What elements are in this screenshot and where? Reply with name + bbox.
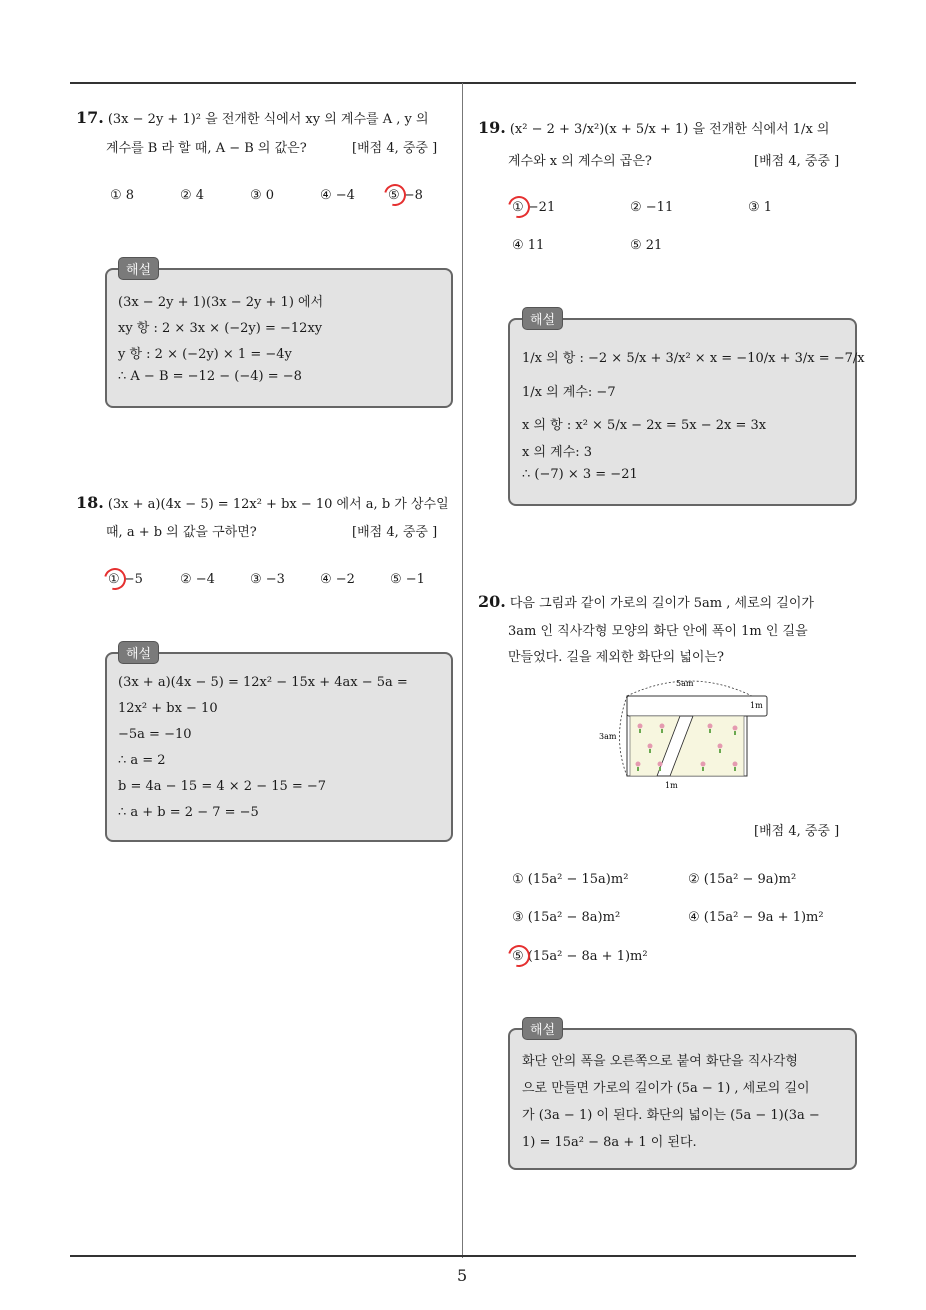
answer-circle-icon xyxy=(100,564,130,594)
choice-3[interactable]: ③ (15a² − 8a)m² xyxy=(512,910,621,925)
solution-tag: 해설 xyxy=(522,307,563,330)
solution-box xyxy=(105,268,453,408)
choice-1[interactable]: ① 8 xyxy=(110,188,135,203)
question-17-line1: 17. (3x − 2y + 1)² 을 전개한 식에서 xy 의 계수를 A , y 의 xyxy=(76,108,429,127)
solution-line: 으로 만들면 가로의 길이가 (5a − 1) , 세로의 길이 xyxy=(522,1081,810,1096)
solution-line: x 의 항 : x² × 5/x − 2x = 5x − 2x = 3x xyxy=(522,418,767,433)
choice-4[interactable]: ④ −4 xyxy=(320,188,355,203)
solution-line: 가 (3a − 1) 이 된다. 화단의 넓이는 (5a − 1)(3a − xyxy=(522,1108,820,1123)
choice-3[interactable]: ③ 0 xyxy=(250,188,275,203)
solution-line: ∴ A − B = −12 − (−4) = −8 xyxy=(118,369,302,384)
choice-5[interactable]: ⑤ −1 xyxy=(390,572,425,587)
question-number: 19. xyxy=(478,118,506,137)
choice-3[interactable]: ③ 1 xyxy=(748,200,773,215)
solution-line: b = 4a − 15 = 4 × 2 − 15 = −7 xyxy=(118,779,327,794)
question-18-rating: [배점 4, 중중 ] xyxy=(352,525,438,540)
solution-line: 1) = 15a² − 8a + 1 이 된다. xyxy=(522,1135,697,1150)
question-19-rating: [배점 4, 중중 ] xyxy=(754,154,840,169)
choice-2[interactable]: ② (15a² − 9a)m² xyxy=(688,872,797,887)
choice-4[interactable]: ④ (15a² − 9a + 1)m² xyxy=(688,910,824,925)
solution-line: ∴ a = 2 xyxy=(118,753,166,768)
solution-line: −5a = −10 xyxy=(118,727,192,742)
solution-line: ∴ (−7) × 3 = −21 xyxy=(522,467,638,482)
choice-2[interactable]: ② 4 xyxy=(180,188,205,203)
garden-figure xyxy=(590,676,780,796)
answer-circle-icon xyxy=(504,941,534,971)
solution-line: ∴ a + b = 2 − 7 = −5 xyxy=(118,805,259,820)
choice-5[interactable]: ⑤ 21 xyxy=(630,238,663,253)
choice-1[interactable]: ① −5 xyxy=(108,572,143,587)
header-rule xyxy=(70,82,856,84)
solution-tag: 해설 xyxy=(118,641,159,664)
column-divider xyxy=(462,83,463,1258)
choice-4[interactable]: ④ 11 xyxy=(512,238,545,253)
solution-line: 1/x 의 계수: −7 xyxy=(522,385,616,400)
answer-circle-icon xyxy=(504,192,534,222)
question-20-line1: 20. 다음 그림과 같이 가로의 길이가 5am , 세로의 길이가 xyxy=(478,592,814,611)
choice-3[interactable]: ③ −3 xyxy=(250,572,285,587)
answer-circle-icon xyxy=(380,180,410,210)
solution-line: xy 항 : 2 × 3x × (−2y) = −12xy xyxy=(118,321,323,336)
question-18-line1: 18. (3x + a)(4x − 5) = 12x² + bx − 10 에서 a, b 가 상수일 xyxy=(76,493,449,512)
fig-label-right: 1m xyxy=(750,701,763,710)
solution-line: 화단 안의 폭을 오른쪽으로 붙여 화단을 직사각형 xyxy=(522,1054,798,1069)
solution-tag: 해설 xyxy=(522,1017,563,1040)
question-20-rating: [배점 4, 중중 ] xyxy=(754,824,840,839)
solution-line: y 항 : 2 × (−2y) × 1 = −4y xyxy=(118,347,292,362)
choice-5[interactable]: ⑤ −8 xyxy=(388,188,423,203)
question-17-line2: 계수를 B 라 할 때, A − B 의 값은? xyxy=(106,141,307,156)
choice-1[interactable]: ① (15a² − 15a)m² xyxy=(512,872,629,887)
question-19-line1: 19. (x² − 2 + 3/x²)(x + 5/x + 1) 을 전개한 식에서 1/x 의 xyxy=(478,118,830,137)
page-number: 5 xyxy=(457,1266,468,1285)
question-number: 17. xyxy=(76,108,104,127)
question-20-line2: 3am 인 직사각형 모양의 화단 안에 폭이 1m 인 길을 xyxy=(508,624,808,639)
choice-5[interactable]: ⑤ (15a² − 8a + 1)m² xyxy=(512,949,648,964)
choice-1[interactable]: ① −21 xyxy=(512,200,556,215)
fig-label-bottom: 1m xyxy=(665,781,678,790)
footer-rule xyxy=(70,1255,856,1257)
question-number: 18. xyxy=(76,493,104,512)
choice-2[interactable]: ② −11 xyxy=(630,200,674,215)
solution-line: 1/x 의 항 : −2 × 5/x + 3/x² × x = −10/x + 3/x = −7/x xyxy=(522,351,865,366)
solution-tag: 해설 xyxy=(118,257,159,280)
fig-label-left: 3am xyxy=(599,732,617,741)
question-19-line2: 계수와 x 의 계수의 곱은? xyxy=(508,154,652,169)
question-17-rating: [배점 4, 중중 ] xyxy=(352,141,438,156)
solution-line: (3x − 2y + 1)(3x − 2y + 1) 에서 xyxy=(118,295,324,310)
question-number: 20. xyxy=(478,592,506,611)
choice-4[interactable]: ④ −2 xyxy=(320,572,355,587)
solution-line: x 의 계수: 3 xyxy=(522,445,593,460)
solution-line: 12x² + bx − 10 xyxy=(118,701,218,716)
fig-label-top: 5am xyxy=(676,679,694,688)
choice-2[interactable]: ② −4 xyxy=(180,572,215,587)
solution-line: (3x + a)(4x − 5) = 12x² − 15x + 4ax − 5a = xyxy=(118,675,408,690)
question-20-line3: 만들었다. 길을 제외한 화단의 넓이는? xyxy=(508,650,725,665)
question-18-line2: 때, a + b 의 값을 구하면? xyxy=(106,525,257,540)
